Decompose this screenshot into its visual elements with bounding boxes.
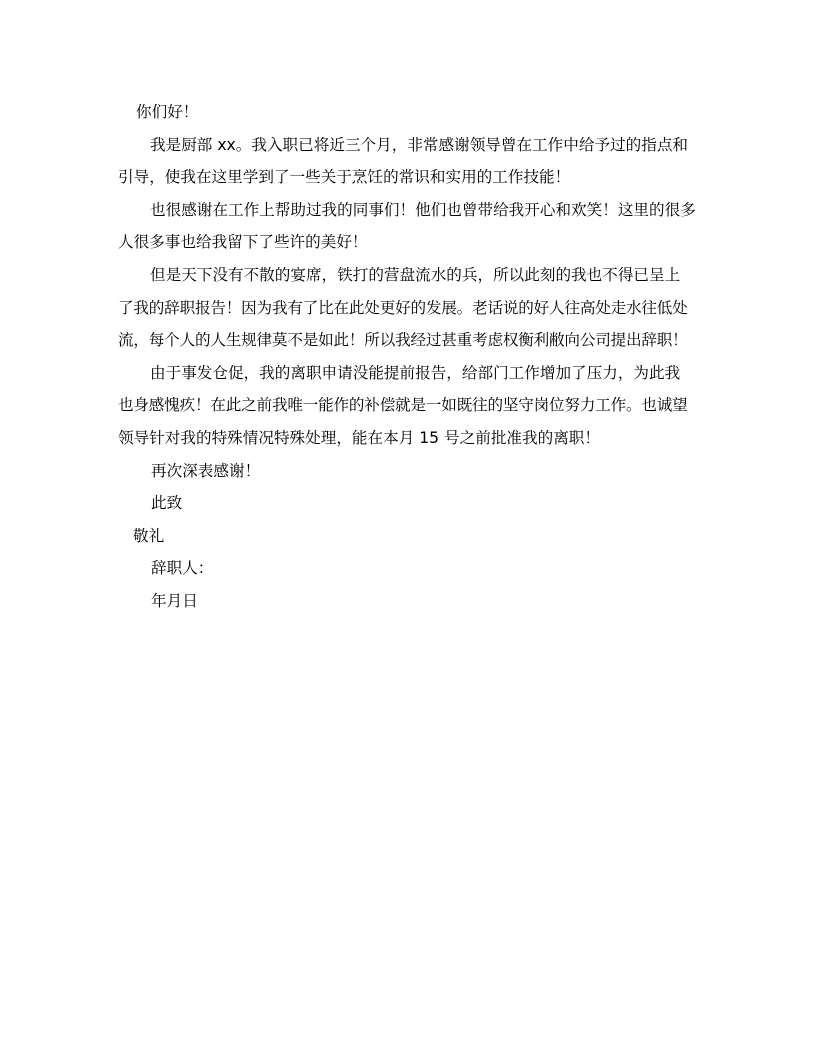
signer-line: 辞职人： (151, 559, 214, 578)
paragraph-1 (118, 129, 698, 194)
paragraph-4 (118, 357, 698, 455)
paragraph-line: 我是厨部 xx。我入职已将近三个月，非常感谢领导曾在工作中给予过的指点和 (150, 135, 689, 154)
paragraph-line: 引导，使我在这里学到了一些关于烹饪的常识和实用的工作技能！ (118, 168, 571, 187)
salutation: 你们好！ (136, 103, 199, 121)
paragraph-line: 流，每个人的人生规律莫不是如此！所以我经过甚重考虑权衡利敝向公司提出辞职！ (118, 331, 688, 350)
paragraph-line: 由于事发仓促，我的离职申请没能提前报告，给部门工作增加了压力，为此我 (150, 363, 681, 382)
paragraph-line: 了我的辞职报告！因为我有了比在此处更好的发展。老话说的好人往高处走水往低处 (118, 298, 688, 317)
date-line: 年月日 (151, 591, 198, 610)
letter-body (118, 96, 698, 618)
paragraph-line: 领导针对我的特殊情况特殊处理，能在本月 15 号之前批准我的离职！ (118, 428, 600, 447)
paragraph-line: 也很感谢在工作上帮助过我的同事们！他们也曾带给我开心和欢笑！这里的很多 (150, 200, 696, 219)
paragraph-3 (118, 259, 698, 357)
paragraph-line: 但是天下没有不散的宴席，铁打的营盘流水的兵，所以此刻的我也不得已呈上 (150, 265, 681, 284)
closing-line: 此致 (151, 494, 183, 513)
paragraph-2 (118, 194, 698, 259)
paragraph-line: 也身感愧疚！在此之前我唯一能作的补偿就是一如既往的坚守岗位努力工作。也诚望 (118, 396, 688, 415)
thanks-line: 再次深表感谢！ (151, 461, 261, 480)
paragraph-line: 人很多事也给我留下了些许的美好！ (118, 233, 368, 252)
regards-line: 敬礼 (133, 526, 165, 545)
